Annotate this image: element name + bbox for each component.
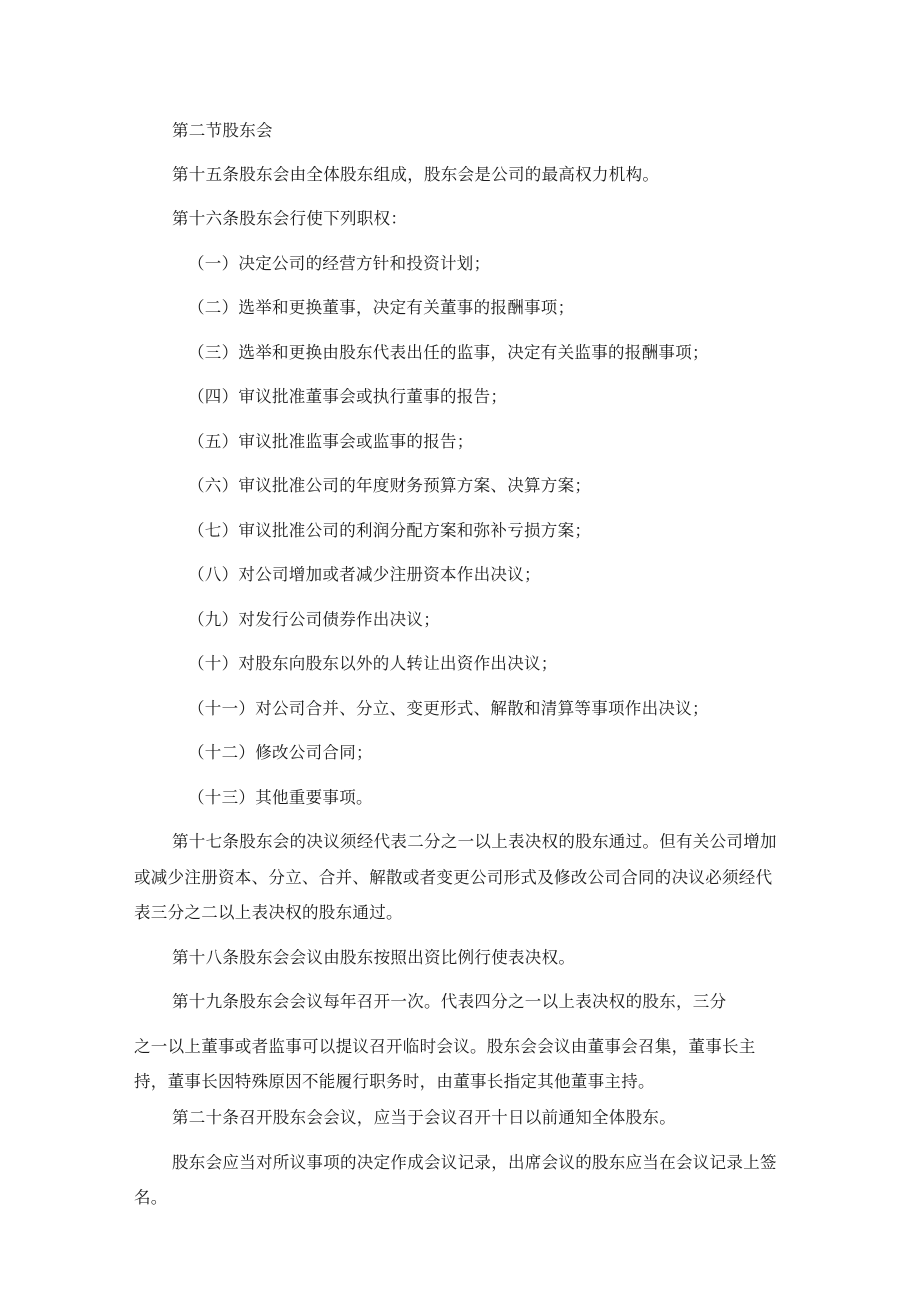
article-15: 第十五条股东会由全体股东组成，股东会是公司的最高权力机构。: [172, 165, 660, 184]
power-item: （五）审议批准监事会或监事的报告；: [188, 432, 474, 451]
power-item: （十一）对公司合并、分立、变更形式、解散和清算等事项作出决议；: [188, 699, 709, 718]
power-item: （八）对公司增加或者减少注册资本作出决议；: [188, 565, 541, 584]
power-item: （十二）修改公司合同；: [188, 743, 373, 762]
minutes-line: 股东会应当对所议事项的决定作成会议记录，出席会议的股东应当在会议记录上签: [172, 1153, 777, 1172]
article-17-line: 表三分之二以上表决权的股东通过。: [134, 903, 403, 922]
power-item: （三）选举和更换由股东代表出任的监事，决定有关监事的报酬事项；: [188, 343, 709, 362]
power-item: （十）对股东向股东以外的人转让出资作出决议；: [188, 654, 558, 673]
article-19-line: 之一以上董事或者监事可以提议召开临时会议。股东会会议由董事会召集，董事长主: [134, 1037, 756, 1056]
power-item: （一）决定公司的经营方针和投资计划；: [188, 254, 491, 273]
article-20: 第二十条召开股东会会议，应当于会议召开十日以前通知全体股东。: [172, 1108, 676, 1127]
article-19-line: 第十九条股东会会议每年召开一次。代表四分之一以上表决权的股东，三分: [172, 992, 727, 1011]
power-item: （六）审议批准公司的年度财务预算方案、决算方案；: [188, 476, 592, 495]
power-item: （二）选举和更换董事，决定有关董事的报酬事项；: [188, 298, 575, 317]
minutes-line: 名。: [134, 1188, 168, 1207]
power-item: （七）审议批准公司的利润分配方案和弥补亏损方案；: [188, 521, 592, 540]
article-17-line: 第十七条股东会的决议须经代表二分之一以上表决权的股东通过。但有关公司增加: [172, 832, 777, 851]
power-item: （十三）其他重要事项。: [188, 788, 373, 807]
power-item: （四）审议批准董事会或执行董事的报告；: [188, 387, 508, 406]
article-17-line: 或减少注册资本、分立、合并、解散或者变更公司形式及修改公司合同的决议必须经代: [134, 868, 773, 887]
article-19-line: 持，董事长因特殊原因不能履行职务时，由董事长指定其他董事主持。: [134, 1072, 655, 1091]
article-16: 第十六条股东会行使下列职权：: [172, 209, 408, 228]
section-title: 第二节股东会: [172, 121, 273, 140]
article-18: 第十八条股东会会议由股东按照出资比例行使表决权。: [172, 948, 576, 967]
power-item: （九）对发行公司债券作出决议；: [188, 610, 440, 629]
